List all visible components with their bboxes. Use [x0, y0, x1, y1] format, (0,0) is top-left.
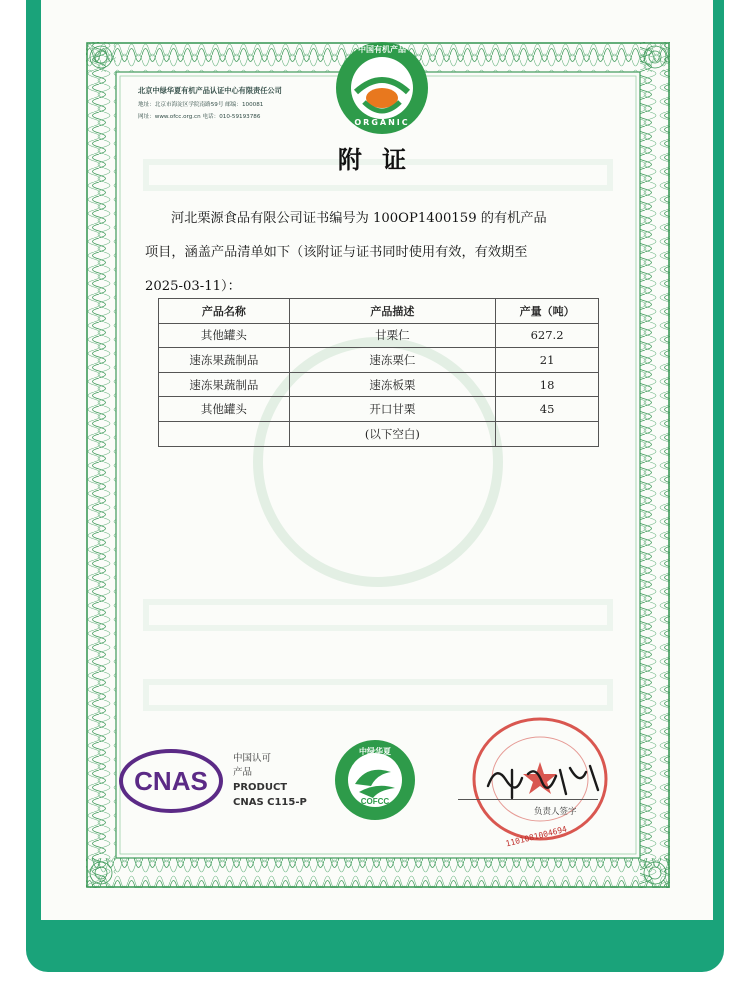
issuer-block: [138, 86, 348, 120]
header-product-name: 产品名称: [159, 299, 290, 324]
signature-line: [458, 799, 598, 800]
issuer-website: 网址：www.ofcc.org.cn 电话：010-59193786: [138, 114, 261, 120]
product-table: [158, 298, 599, 447]
table-row: [159, 323, 599, 348]
intro-line-2: 项目，涵盖产品清单如下（该附证与证书同时使用有效，有效期至: [145, 245, 528, 260]
cell-output: 627.2: [496, 323, 599, 348]
cnas-logo: [118, 748, 224, 814]
cell-name: 其他罐头: [159, 397, 290, 422]
table-row: [159, 372, 599, 397]
cell-name: 速冻果蔬制品: [159, 372, 290, 397]
table-row: [159, 397, 599, 422]
table-header-row: [159, 299, 599, 324]
intro-paragraph: [145, 202, 615, 304]
cell-description: 甘栗仁: [289, 323, 495, 348]
table-row-blank: [159, 421, 599, 446]
cell-output: 21: [496, 348, 599, 373]
signature-label: 负责人签字: [534, 807, 577, 817]
cnas-cn-line-2: 产品: [233, 767, 253, 778]
cofcc-ring-text: 中绿华夏: [359, 747, 391, 756]
cnas-accreditation-text: [233, 752, 307, 810]
cnas-logo-text: CNAS: [134, 766, 208, 796]
cnas-cn-line-1: 中国认可: [233, 753, 272, 764]
blank-note: (以下空白): [289, 421, 495, 446]
cnas-en-line-2: CNAS C115-P: [233, 797, 307, 808]
seal-number: 1101081004694: [504, 824, 568, 849]
cofcc-logo-text: COFCC: [360, 797, 390, 806]
organic-logo-ring-text-cn: 中国有机产品: [358, 45, 406, 54]
page-title: 附 证: [337, 146, 413, 174]
cell-output: 18: [496, 372, 599, 397]
header-product-description: 产品描述: [289, 299, 495, 324]
cofcc-logo: [333, 738, 417, 822]
cell-description: 速冻板栗: [289, 372, 495, 397]
table-row: [159, 348, 599, 373]
cnas-en-line-1: PRODUCT: [233, 782, 288, 793]
issuer-address: 地址：北京市海淀区学院南路59号 邮编：100081: [138, 102, 264, 108]
issuer-name: 北京中绿华夏有机产品认证中心有限责任公司: [138, 86, 282, 95]
organic-logo-ring-text-en: ORGANIC: [354, 118, 410, 127]
cell-name: 其他罐头: [159, 323, 290, 348]
cell-output: 45: [496, 397, 599, 422]
cell-description: 开口甘栗: [289, 397, 495, 422]
cell-name: 速冻果蔬制品: [159, 348, 290, 373]
intro-line-1: 河北栗源食品有限公司证书编号为 100OP1400159 的有机产品: [171, 211, 547, 226]
cell-description: 速冻栗仁: [289, 348, 495, 373]
intro-line-3: 2025-03-11）：: [145, 279, 241, 294]
header-output: 产量（吨）: [496, 299, 599, 324]
